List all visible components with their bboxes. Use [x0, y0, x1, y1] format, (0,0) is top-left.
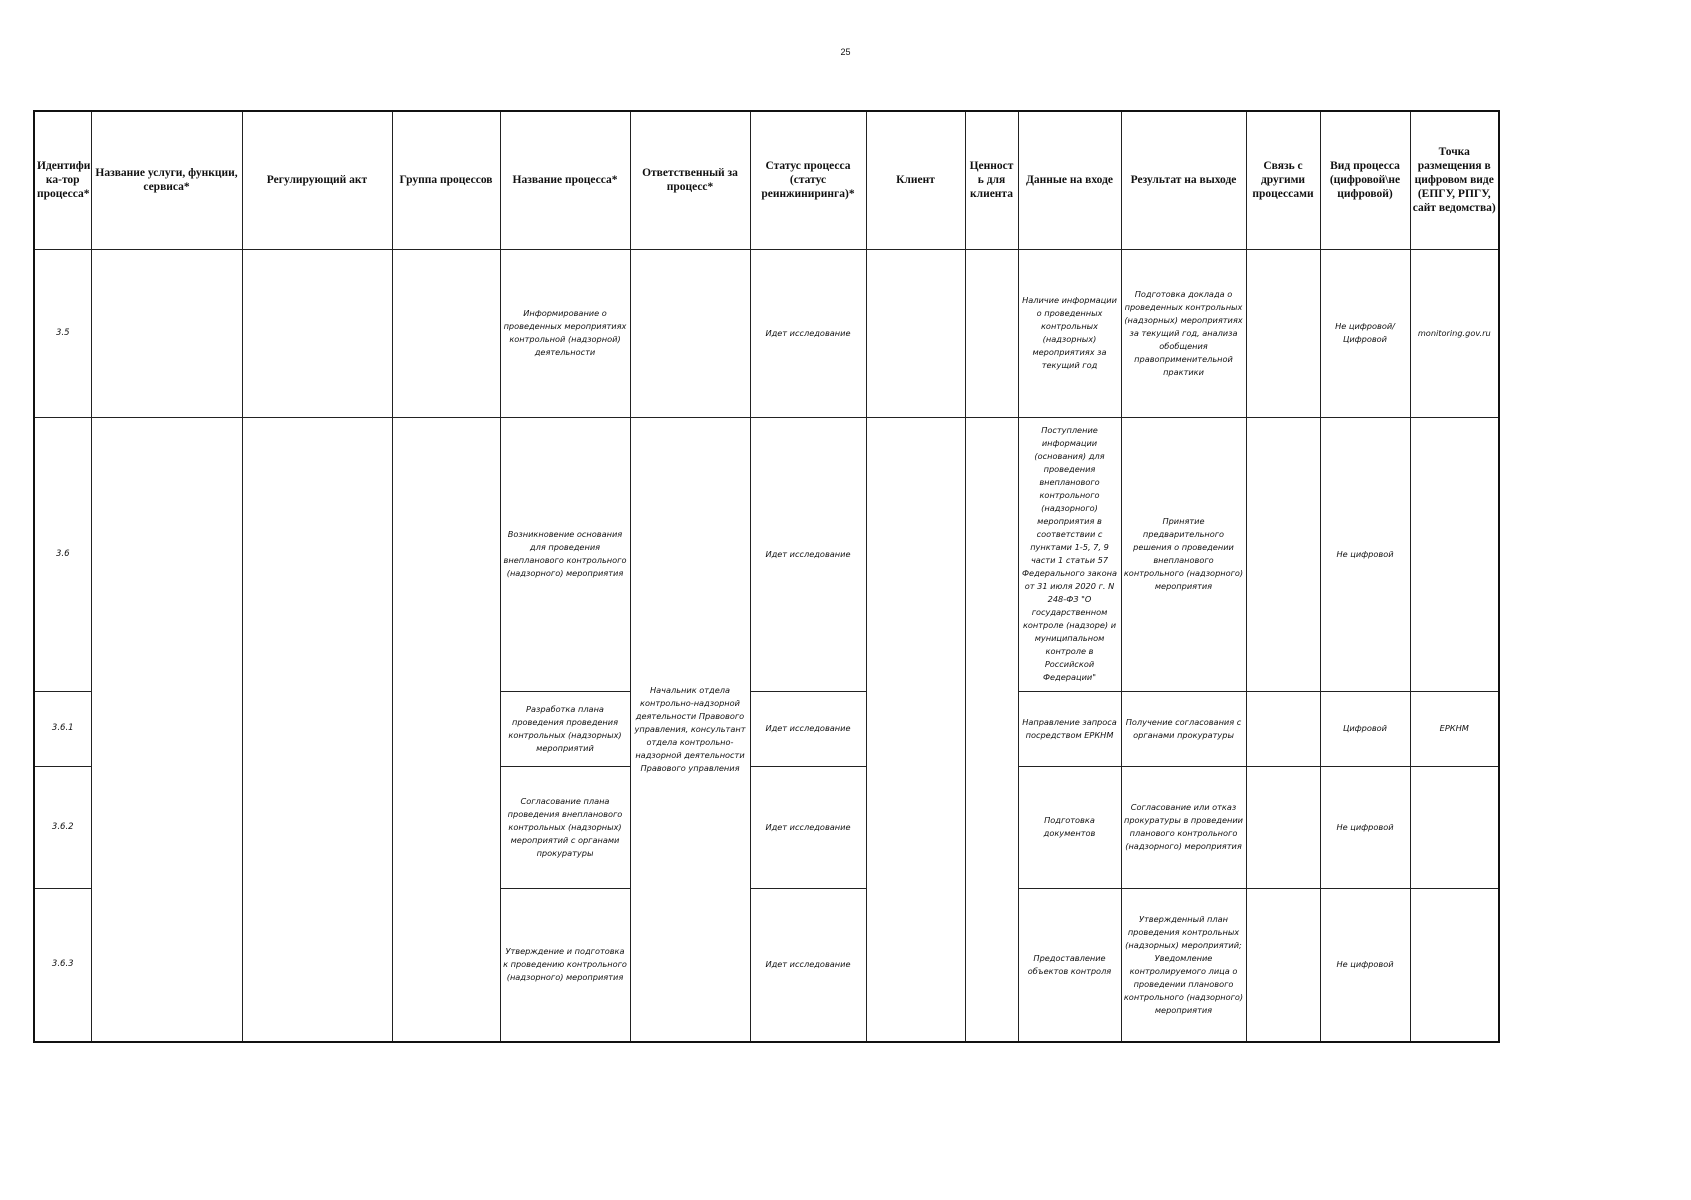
process-group-cell [392, 417, 500, 1042]
client-value-cell [965, 249, 1018, 417]
process-type: Цифровой [1320, 691, 1410, 766]
process-id: 3.6.1 [34, 691, 91, 766]
regulating-act-cell [242, 417, 392, 1042]
header-process-name: Название процесса* [500, 111, 630, 249]
output-result: Согласование или отказ прокуратуры в проведении планового контрольного (надзорного) мероприятия [1121, 766, 1246, 888]
process-status: Идет исследование [750, 888, 866, 1042]
digital-point: ЕРКНМ [1410, 691, 1499, 766]
links-cell [1246, 417, 1320, 691]
table-row [34, 417, 1499, 691]
responsible-cell [630, 249, 750, 417]
input-data: Подготовка документов [1018, 766, 1121, 888]
digital-point [1410, 766, 1499, 888]
process-type: Не цифровой [1320, 766, 1410, 888]
process-type: Не цифровой [1320, 888, 1410, 1042]
header-output-result: Результат на выходе [1121, 111, 1246, 249]
client-value-cell [965, 417, 1018, 1042]
process-name: Информирование о проведенных мероприятиях контрольной (надзорной) деятельности [500, 249, 630, 417]
digital-point: monitoring.gov.ru [1410, 249, 1499, 417]
header-client-value: Ценност ь для клиента [965, 111, 1018, 249]
header-process-type: Вид процесса (цифровой\не цифровой) [1320, 111, 1410, 249]
output-result: Подготовка доклада о проведенных контрольных (надзорных) мероприятиях за текущий год, анализа обобщения правоприменительной практики [1121, 249, 1246, 417]
input-data: Наличие информации о проведенных контрольных (надзорных) мероприятиях за текущий год [1018, 249, 1121, 417]
header-regulating-act: Регулирующий акт [242, 111, 392, 249]
process-id: 3.6 [34, 417, 91, 691]
header-digital-point: Точка размещения в цифровом виде (ЕПГУ, РПГУ, сайт ведомства) [1410, 111, 1499, 249]
process-status: Идет исследование [750, 249, 866, 417]
service-name-cell [91, 417, 242, 1042]
digital-point [1410, 417, 1499, 691]
links-cell [1246, 691, 1320, 766]
process-type: Не цифровой [1320, 417, 1410, 691]
process-id: 3.6.2 [34, 766, 91, 888]
digital-point [1410, 888, 1499, 1042]
table-row [34, 249, 1499, 417]
responsible-person: Начальник отдела контрольно-надзорной деятельности Правового управления, консультант отдела контрольно-надзорной деятельности Правового управления [630, 417, 750, 1042]
header-links: Связь с другими процессами [1246, 111, 1320, 249]
process-status: Идет исследование [750, 691, 866, 766]
links-cell [1246, 249, 1320, 417]
regulating-act-cell [242, 249, 392, 417]
process-type: Не цифровой/Цифровой [1320, 249, 1410, 417]
process-registry-table [33, 110, 1500, 1043]
process-name: Разработка плана проведения проведения контрольных (надзорных) мероприятий [500, 691, 630, 766]
input-data: Поступление информации (основания) для проведения внепланового контрольного (надзорного) мероприятия в соответствии с пунктами 1-5, 7, 9 части 1 статьи 57 Федерального закона от 31 июля 2020 г. N 248-ФЗ "О государственном контроле (надзоре) и муниципальном контроле в Российской Федерации" [1018, 417, 1121, 691]
header-client: Клиент [866, 111, 965, 249]
process-group-cell [392, 249, 500, 417]
output-result: Утвержденный план проведения контрольных (надзорных) мероприятий; Уведомление контролируемого лица о проведении планового контрольного (надзорного) мероприятия [1121, 888, 1246, 1042]
process-id: 3.5 [34, 249, 91, 417]
process-name: Утверждение и подготовка к проведению контрольного (надзорного) мероприятия [500, 888, 630, 1042]
page-number: 25 [840, 47, 851, 57]
header-input-data: Данные на входе [1018, 111, 1121, 249]
service-name-cell [91, 249, 242, 417]
client-cell [866, 417, 965, 1042]
process-status: Идет исследование [750, 417, 866, 691]
process-name: Возникновение основания для проведения внепланового контрольного (надзорного) мероприятия [500, 417, 630, 691]
process-id: 3.6.3 [34, 888, 91, 1042]
header-status: Статус процесса (статус реинжиниринга)* [750, 111, 866, 249]
header-process-group: Группа процессов [392, 111, 500, 249]
output-result: Принятие предварительного решения о проведении внепланового контрольного (надзорного) мероприятия [1121, 417, 1246, 691]
input-data: Предоставление объектов контроля [1018, 888, 1121, 1042]
header-row [34, 111, 1499, 249]
process-name: Согласование плана проведения внепланового контрольных (надзорных) мероприятий с органами прокуратуры [500, 766, 630, 888]
header-id: Идентифи ка-тор процесса* [34, 111, 91, 249]
output-result: Получение согласования с органами прокуратуры [1121, 691, 1246, 766]
input-data: Направление запроса посредством ЕРКНМ [1018, 691, 1121, 766]
client-cell [866, 249, 965, 417]
process-status: Идет исследование [750, 766, 866, 888]
links-cell [1246, 888, 1320, 1042]
header-service-name: Название услуги, функции, сервиса* [91, 111, 242, 249]
links-cell [1246, 766, 1320, 888]
header-responsible: Ответственный за процесс* [630, 111, 750, 249]
